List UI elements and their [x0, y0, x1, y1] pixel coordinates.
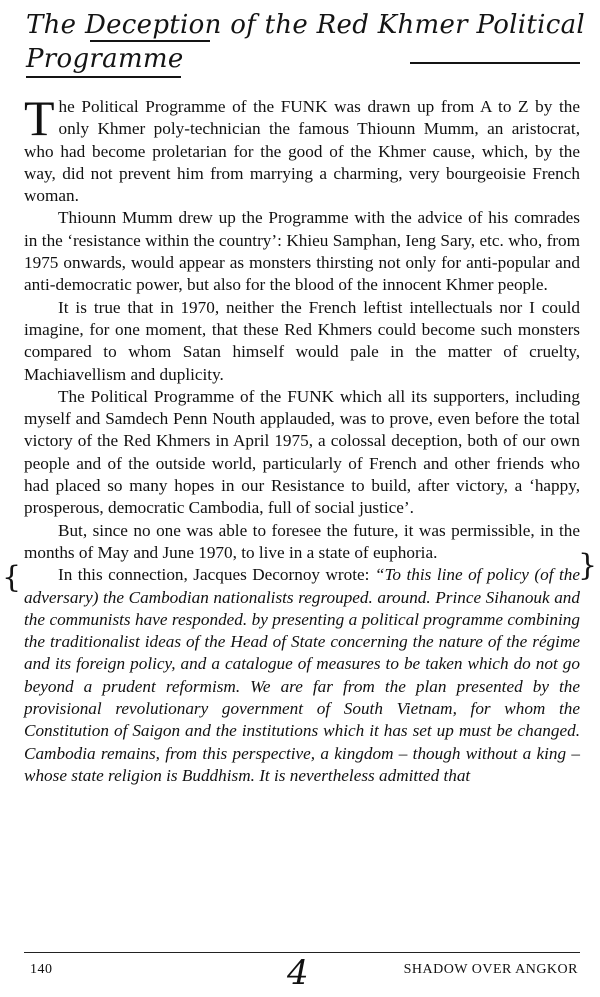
title-line-2: Programme: [26, 44, 184, 74]
paragraph: Thiounn Mumm drew up the Programme with the advice of his comrades in the ‘resistance within the country’: Khieu Samphan, Ieng Sary, etc. who, from 1975 onwards, would appear as monsters thirsting not only for anti-popular and anti-democratic power, but also for the blood of the innocent Khmer people.: [24, 208, 580, 295]
paragraph: In this connection, Jacques Decornoy wrote: “To this line of policy (of the adversary) the Cambodian nationalists regrouped. around. Prince Sihanouk and the communists have responded. by presenting a political programme combining the traditionalist ideas of the Head of State concerning the nature of the régime and its foreign policy, and a catalogue of measures to be taken which do not go beyond a prudent reformism. We are far from the plan presented by the provisional revolutionary government of South Vietnam, for whom the Constitution of Saigon and the institutions which it has set up must be changed. Cambodia remains, from this perspective, a kingdom – though without a king – whose state religion is Buddhism. It is nevertheless admitted that: [24, 565, 580, 785]
body-text: [24, 90, 580, 787]
margin-brace-left: {: [2, 560, 22, 595]
paragraph: The Political Programme of the FUNK which all its supporters, including myself and Samdech Penn Nouth applauded, was to prove, even before the total victory of the Red Khmers in April 1975, a colossal deception, both of our own people and of the outside world, particularly of French and other friends who had placed so many hopes in our Resistance to build, after victory, a ‘happy, prosperous, democratic Cambodia, full of social justice’.: [24, 386, 580, 518]
title-underline: [90, 40, 210, 42]
running-head: SHADOW OVER ANGKOR: [403, 962, 578, 977]
handwritten-page-mark: 4: [287, 953, 309, 993]
title-line-1: The Deception of the Red Khmer Political: [26, 10, 586, 40]
paragraph: It is true that in 1970, neither the French leftist intellectuals nor I could imagine, for one moment, that these Red Khmers could become such monsters compared to whom Satan himself would pale in the matter of cruelty, Machiavellism and duplicity.: [24, 297, 580, 384]
paragraph: But, since no one was able to foresee the future, it was permissible, in the months of May and June 1970, to live in a state of euphoria.: [24, 520, 580, 562]
drop-cap: T: [24, 90, 55, 146]
paragraph: The Political Programme of the FUNK was drawn up from A to Z by the only Khmer poly-technician the famous Thiounn Mumm, an aristocrat, who had become proletarian for the good of the Khmer cause, which, by the way, did not prevent him from marrying a charming, very bourgeoisie French woman.: [24, 90, 580, 206]
quotation: “To this line of policy (of the adversary) the Cambodian nationalists regrouped. around. Prince Sihanouk and the communists have responded. by presenting a political programme combining the traditionalist ideas of the Head of State concerning the nature of the régime and its foreign policy, and a catalogue of measures to be taken which do not go beyond a prudent reformism. We are far from the plan presented by the provisional revolutionary government of South Vietnam, for whom the Constitution of Saigon and the institutions which it has set up must be changed. Cambodia remains, from this perspective, a kingdom – though without a king – whose state religion is Buddhism. It is nevertheless admitted that: [24, 565, 580, 785]
handwritten-title: [26, 8, 586, 76]
page-number: 140: [30, 962, 53, 977]
title-underline: [410, 62, 580, 64]
margin-brace-right: }: [578, 548, 598, 583]
title-underline: [26, 76, 181, 78]
